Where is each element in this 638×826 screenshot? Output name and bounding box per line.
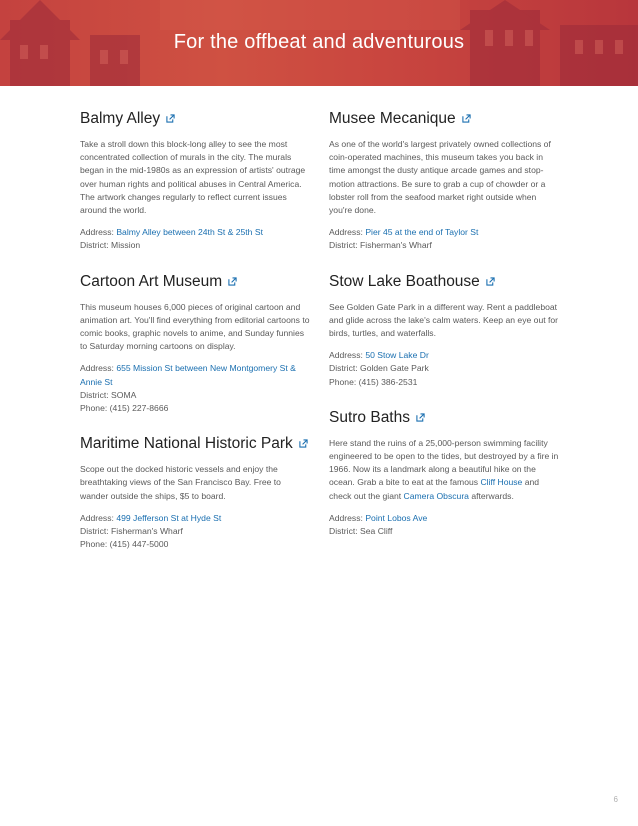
listing-musee-mecanique xyxy=(329,108,559,253)
listing-description: Take a stroll down this block-long alley to see the most concentrated collection of murals in the city. The murals began in the mid-1980s as an expression of artists' outrage over human rights and political abuses in Central America. The artwork changes regularly to reflect current issues around the world. xyxy=(80,139,306,216)
listing-title[interactable]: Sutro Baths xyxy=(329,407,559,429)
listing-cartoon-art-museum xyxy=(80,271,310,416)
page-number: 6 xyxy=(613,795,618,804)
listing-district: District: Golden Gate Park xyxy=(329,363,429,374)
listing-address: Address: 50 Stow Lake Dr xyxy=(329,350,429,361)
left-column xyxy=(80,108,310,569)
listing-description: As one of the world's largest privately owned collections of coin-operated machines, this museum takes you back in time amongst the dusty antique arcade games and stop-motion attractions. Be sure to grab a cup of chowder or a lobster roll from the seafood market right outside when you're done. xyxy=(329,139,551,216)
external-link-icon[interactable] xyxy=(416,413,425,422)
address-link[interactable]: Balmy Alley between 24th St & 25th St xyxy=(116,227,263,238)
listing-address: Address: 655 Mission St between New Montgomery St & Annie St xyxy=(80,363,296,387)
listing-title[interactable]: Cartoon Art Museum xyxy=(80,271,310,293)
listing-district: District: SOMA xyxy=(80,389,137,400)
listing-district: District: Sea Cliff xyxy=(329,526,393,537)
listing-title[interactable]: Balmy Alley xyxy=(80,108,310,130)
listing-description: Scope out the docked historic vessels and enjoy the breathtaking views of the San Francisco Bay. Free to wander outside the ships, $5 to board. xyxy=(80,464,281,501)
listing-title[interactable]: Musee Mecanique xyxy=(329,108,559,130)
address-link[interactable]: 655 Mission St between New Montgomery St & Annie St xyxy=(80,363,296,387)
listing-title[interactable]: Maritime National Historic Park xyxy=(80,433,310,455)
listing-balmy-alley xyxy=(80,108,310,253)
listing-title[interactable]: Stow Lake Boathouse xyxy=(329,271,559,293)
listing-district: District: Fisherman's Wharf xyxy=(329,240,432,251)
address-link[interactable]: 499 Jefferson St at Hyde St xyxy=(116,512,222,523)
external-link-icon[interactable] xyxy=(166,114,175,123)
header-banner xyxy=(0,0,638,86)
right-column xyxy=(329,108,559,556)
listing-stow-lake-boathouse xyxy=(329,271,559,389)
listing-description: See Golden Gate Park in a different way. Rent a paddleboat and glide across the lake's calm waters. Keep an eye out for birds, turtles, and waterfalls. xyxy=(329,301,559,339)
address-link[interactable]: Point Lobos Ave xyxy=(365,512,428,523)
external-link-icon[interactable] xyxy=(462,114,471,123)
listing-district: District: Mission xyxy=(80,240,141,251)
listing-address: Address: 499 Jefferson St at Hyde St xyxy=(80,512,222,523)
listing-description: Here stand the ruins of a 25,000-person swimming facility engineered to be open to the tides, but destroyed by a fire in 1966. Now its a landmark along a beautiful hike on the ocean. Grab a bite to eat at the famous Cliff House and check out the giant Camera Obscura afterwards. xyxy=(329,437,559,501)
external-link-icon[interactable] xyxy=(486,277,495,286)
camera-obscura-link[interactable]: Camera Obscura xyxy=(403,490,469,501)
listing-address: Address: Pier 45 at the end of Taylor St xyxy=(329,227,479,238)
listing-address: Address: Balmy Alley between 24th St & 25th St xyxy=(80,227,263,238)
listing-sutro-baths xyxy=(329,407,559,538)
listing-phone: Phone: (415) 447-5000 xyxy=(80,539,169,550)
listing-maritime-park xyxy=(80,433,310,551)
listing-district: District: Fisherman's Wharf xyxy=(80,526,183,537)
listing-phone: Phone: (415) 227-8666 xyxy=(80,403,169,414)
listing-description: This museum houses 6,000 pieces of original cartoon and animation art. You'll find everything from editorial cartoons to comic books, graphic novels to anime, and Sunday funnies to Saturday morning cartoons on display. xyxy=(80,301,310,352)
address-link[interactable]: 50 Stow Lake Dr xyxy=(365,350,429,361)
external-link-icon[interactable] xyxy=(228,277,237,286)
page-title: For the offbeat and adventurous xyxy=(173,31,465,53)
listing-phone: Phone: (415) 386-2531 xyxy=(329,376,418,387)
cliff-house-link[interactable]: Cliff House xyxy=(480,477,523,488)
external-link-icon[interactable] xyxy=(299,439,308,448)
listing-address: Address: Point Lobos Ave xyxy=(329,512,428,523)
address-link[interactable]: Pier 45 at the end of Taylor St xyxy=(365,227,479,238)
